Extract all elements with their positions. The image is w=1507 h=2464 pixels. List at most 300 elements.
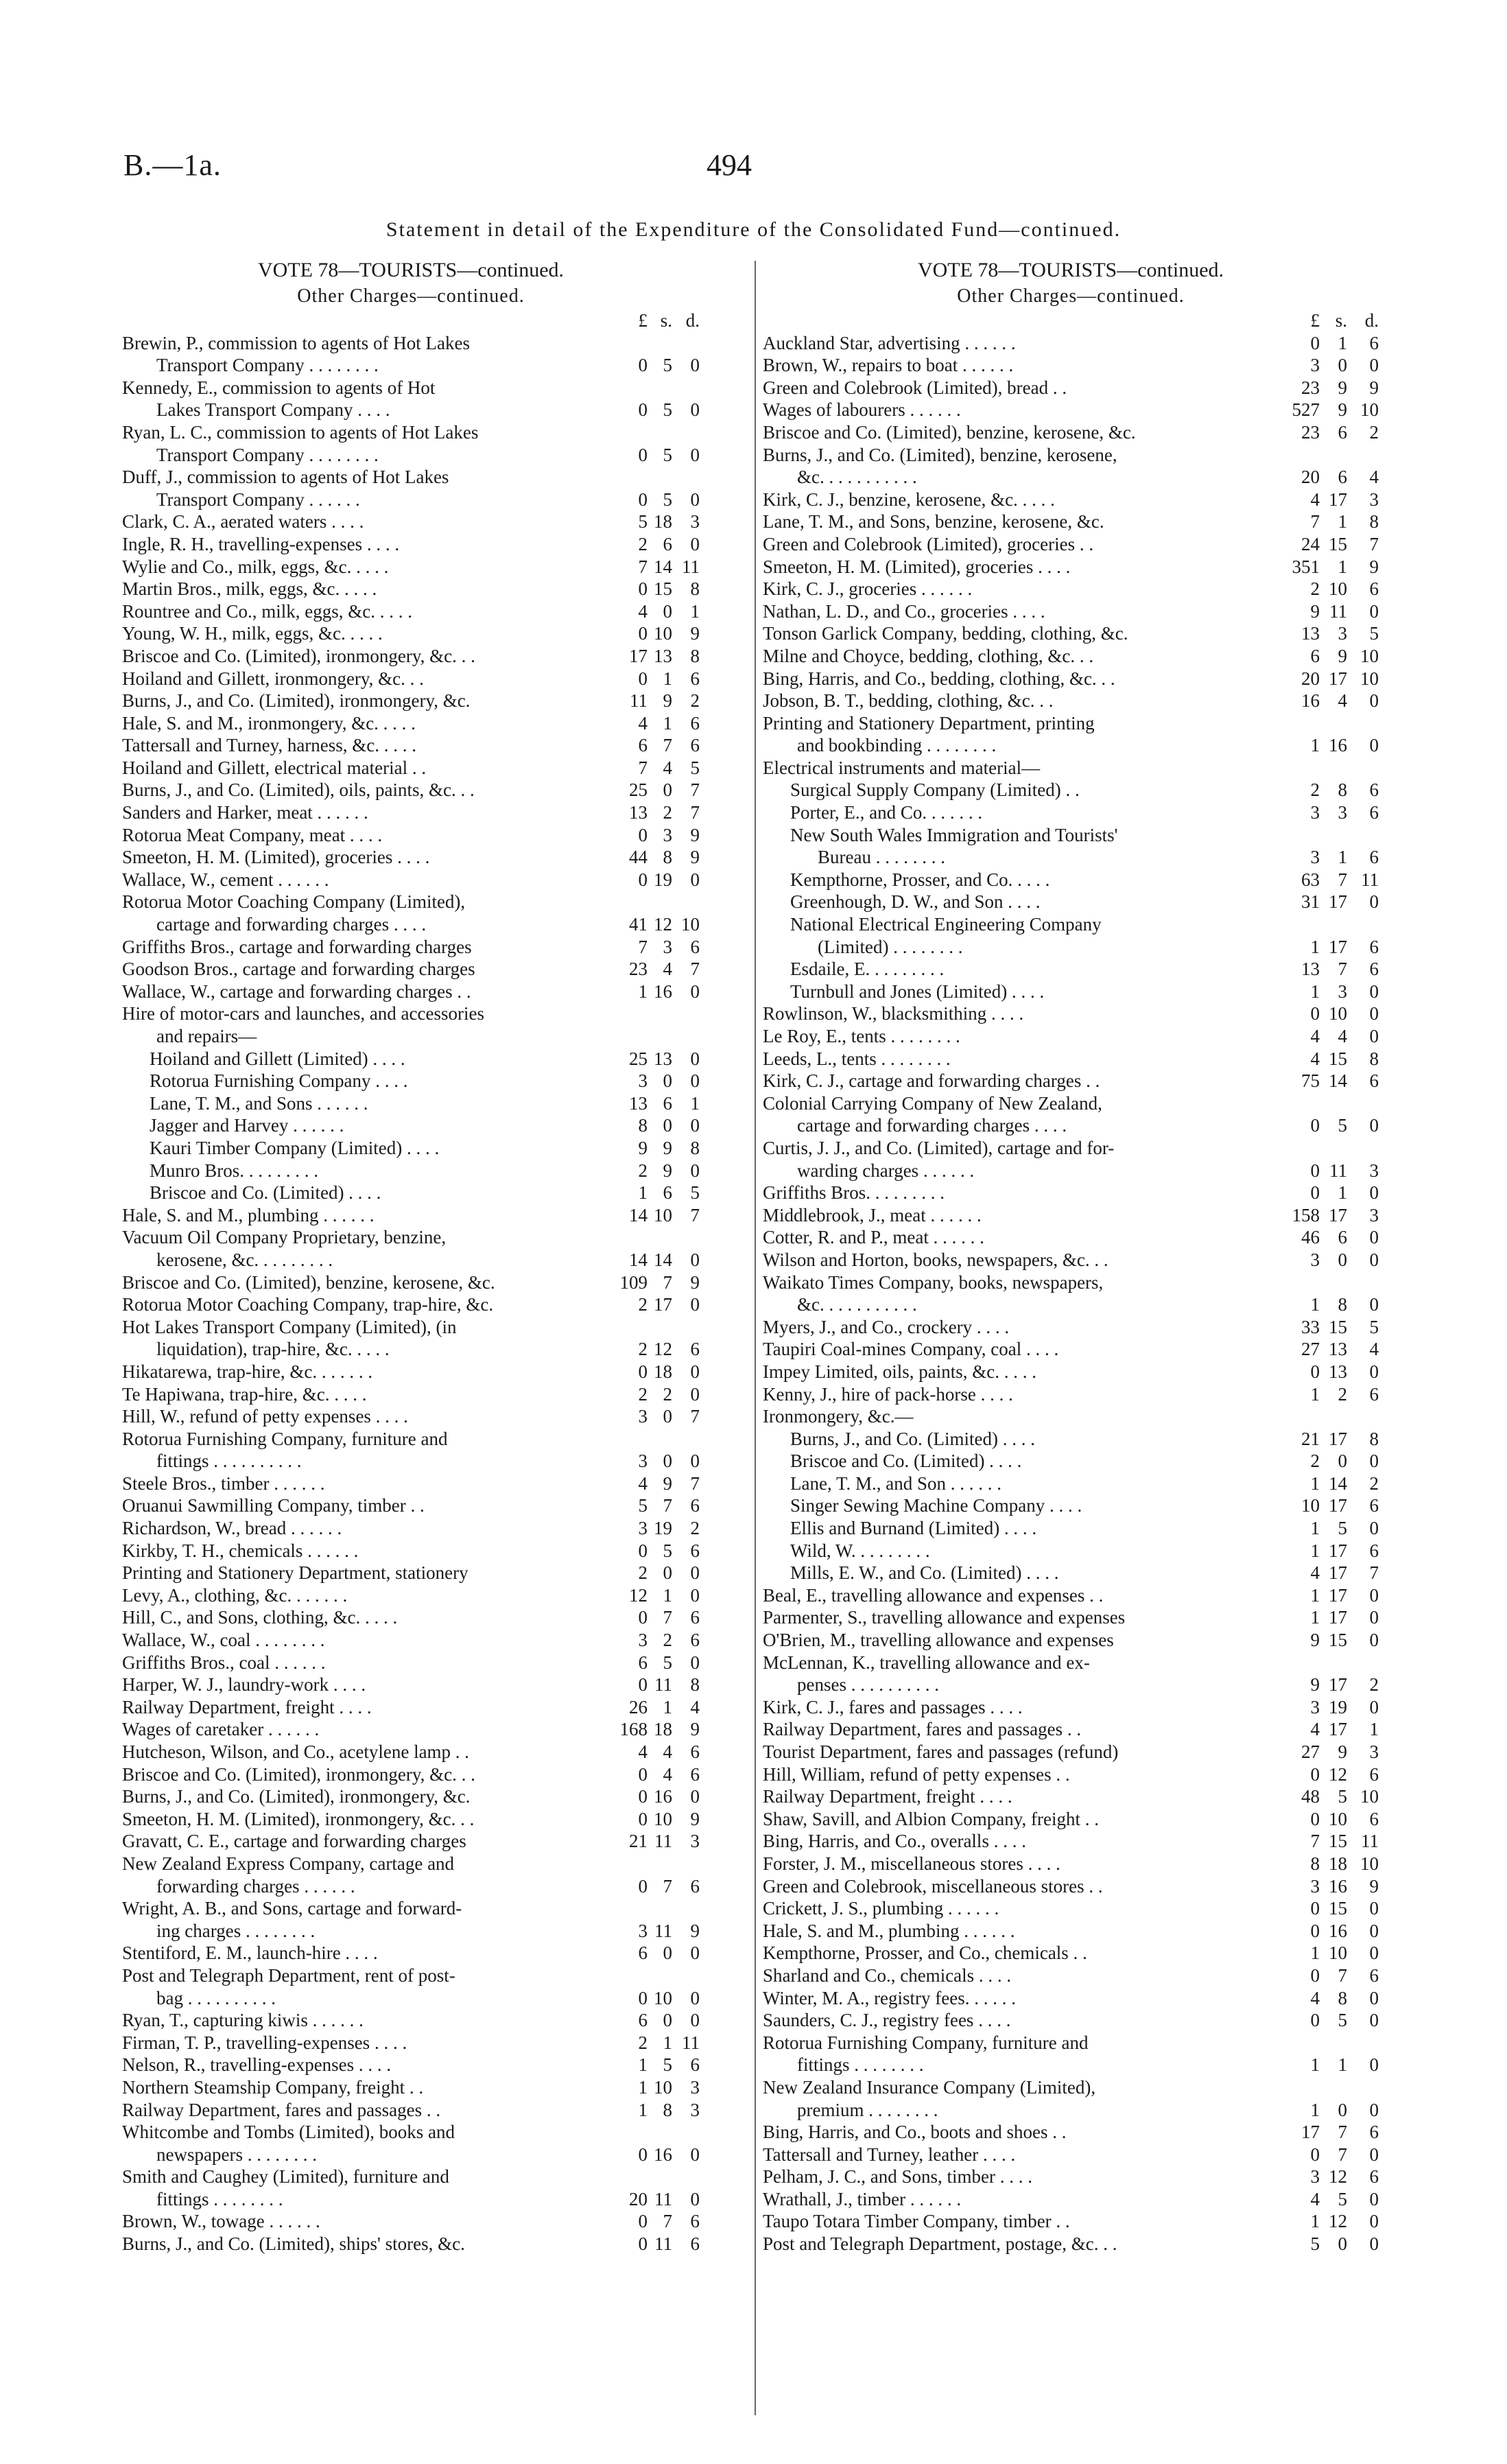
amount-pence: 0 [1369, 1518, 1379, 1539]
expenditure-row [763, 444, 1379, 467]
amount-pence: 7 [690, 1472, 700, 1494]
amount-shillings: 17 [654, 1294, 672, 1315]
expenditure-row [122, 1808, 700, 1831]
payee-description: Singer Sewing Machine Company . . . . [790, 1495, 1082, 1516]
amount-pence: 3 [1369, 489, 1379, 510]
amount-pence: 11 [682, 2032, 700, 2053]
expenditure-row [122, 2233, 700, 2255]
expenditure-row [122, 377, 700, 399]
payee-description: Clark, C. A., aerated waters . . . . [122, 511, 364, 532]
amount-pence: 11 [1361, 1831, 1379, 1852]
right-column [763, 257, 1379, 2255]
amount-pounds: 23 [1301, 377, 1320, 398]
vote-heading: VOTE 78—TOURISTS—continued. [917, 259, 1224, 281]
expenditure-row [763, 2144, 1379, 2166]
amount-pounds: 1 [1310, 2099, 1320, 2120]
amount-shillings: 1 [1338, 1182, 1347, 1204]
expenditure-row [763, 354, 1379, 377]
amount-pounds: 21 [1301, 1428, 1320, 1449]
amount-shillings: 5 [663, 489, 672, 510]
payee-description: Kauri Timber Company (Limited) . . . . [150, 1137, 440, 1158]
payee-description: Nelson, R., travelling-expenses . . . . [122, 2054, 392, 2076]
expenditure-row [763, 1428, 1379, 1451]
amount-pence: 0 [690, 1786, 700, 1807]
expenditure-row [763, 690, 1379, 712]
payee-description: Vacuum Oil Company Proprietary, benzine, [122, 1227, 447, 1248]
payee-description: Rotorua Furnishing Company, furniture and [122, 1428, 448, 1449]
currency-unit: d. [685, 310, 700, 331]
amount-shillings: 0 [1338, 2233, 1347, 2255]
amount-shillings: 11 [1329, 600, 1347, 622]
amount-shillings: 5 [1338, 1518, 1347, 1539]
expenditure-row [763, 1472, 1379, 1495]
amount-pence: 6 [1369, 1495, 1379, 1516]
payee-description: Lane, T. M., and Sons, benzine, kerosene, &c. [763, 511, 1104, 532]
amount-shillings: 17 [1329, 1584, 1347, 1606]
payee-description: Transport Company . . . . . . [156, 489, 360, 510]
expenditure-row [763, 913, 1379, 936]
payee-description: Transport Company . . . . . . . . [156, 355, 379, 376]
payee-description: Kirk, C. J., cartage and forwarding charges . . [763, 1070, 1100, 1092]
other-charges-heading: Other Charges—continued. [297, 285, 525, 307]
amount-shillings: 0 [663, 600, 672, 622]
amount-shillings: 18 [1329, 1853, 1347, 1874]
amount-pence: 0 [690, 1652, 700, 1673]
amount-shillings: 10 [654, 623, 672, 644]
amount-pounds: 4 [1310, 1719, 1320, 1740]
expenditure-row [763, 578, 1379, 600]
amount-shillings: 15 [1329, 1630, 1347, 1651]
expenditure-row [763, 1763, 1379, 1786]
expenditure-row [763, 1741, 1379, 1763]
amount-shillings: 5 [663, 1652, 672, 1673]
payee-description: Tattersall and Turney, leather . . . . [763, 2144, 1016, 2165]
payee-description: Sharland and Co., chemicals . . . . [763, 1964, 1012, 1986]
amount-pence: 9 [1369, 1875, 1379, 1897]
amount-pence: 0 [1369, 735, 1379, 756]
amount-pence: 11 [1361, 869, 1379, 890]
payee-description: Colonial Carrying Company of New Zealand, [763, 1092, 1102, 1114]
expenditure-row [122, 2144, 700, 2166]
currency-unit: d. [1364, 310, 1379, 331]
payee-description: Burns, J., and Co. (Limited), ironmongery, &c. [122, 690, 471, 712]
amount-shillings: 13 [654, 645, 672, 666]
amount-pounds: 7 [638, 556, 648, 577]
amount-pence: 6 [690, 2233, 700, 2255]
amount-shillings: 6 [663, 1092, 672, 1114]
amount-pounds: 1 [1310, 1607, 1320, 1628]
expenditure-row [122, 936, 700, 959]
amount-pence: 6 [1369, 2122, 1379, 2143]
amount-pounds: 1 [1310, 981, 1320, 1002]
amount-pounds: 0 [638, 1763, 648, 1785]
amount-shillings: 17 [1329, 1607, 1347, 1628]
amount-pence: 9 [690, 1808, 700, 1829]
amount-pence: 9 [690, 847, 700, 868]
payee-description: Milne and Choyce, bedding, clothing, &c. . . [763, 645, 1094, 666]
payee-description: Stentiford, E. M., launch-hire . . . . [122, 1943, 378, 1964]
amount-pounds: 0 [638, 1808, 648, 1829]
amount-pounds: 10 [1301, 1495, 1320, 1516]
expenditure-row [763, 1025, 1379, 1048]
amount-pence: 6 [690, 1495, 700, 1516]
amount-shillings: 15 [1329, 1316, 1347, 1337]
amount-pence: 3 [690, 2099, 700, 2120]
amount-pence: 6 [690, 1339, 700, 1360]
amount-shillings: 7 [663, 1607, 672, 1628]
amount-pence: 2 [1369, 421, 1379, 443]
amount-shillings: 11 [1329, 1160, 1347, 1181]
amount-shillings: 7 [663, 2211, 672, 2232]
amount-shillings: 10 [654, 2076, 672, 2098]
amount-pence: 6 [690, 936, 700, 957]
amount-pounds: 3 [638, 1518, 648, 1539]
expenditure-row [763, 2166, 1379, 2188]
amount-shillings: 12 [654, 914, 672, 935]
amount-pounds: 25 [629, 779, 648, 801]
amount-pence: 9 [690, 623, 700, 644]
amount-pence: 6 [1369, 779, 1379, 801]
payee-description: Sanders and Harker, meat . . . . . . [122, 802, 368, 823]
amount-shillings: 14 [654, 556, 672, 577]
expenditure-row [763, 1316, 1379, 1339]
expenditure-row [122, 958, 700, 981]
amount-pounds: 2 [638, 533, 648, 554]
payee-description: Saunders, C. J., registry fees . . . . [763, 2010, 1011, 2031]
expenditure-row [122, 1964, 700, 1987]
expenditure-row [763, 1137, 1379, 1160]
amount-shillings: 9 [663, 1160, 672, 1181]
expenditure-row [122, 1674, 700, 1696]
expenditure-row [122, 1652, 700, 1674]
amount-pounds: 0 [638, 1786, 648, 1807]
amount-shillings: 16 [1329, 735, 1347, 756]
amount-pounds: 20 [1301, 668, 1320, 689]
amount-pence: 0 [1369, 1943, 1379, 1964]
amount-pence: 5 [1369, 623, 1379, 644]
amount-pence: 6 [690, 1741, 700, 1762]
payee-description: Crickett, J. S., plumbing . . . . . . [763, 1898, 999, 1919]
expenditure-row [763, 399, 1379, 421]
amount-pounds: 8 [1310, 1853, 1320, 1874]
payee-description: Wright, A. B., and Sons, cartage and forward- [122, 1898, 462, 1919]
amount-pence: 7 [690, 802, 700, 823]
amount-shillings: 1 [1338, 511, 1347, 532]
column-divider [755, 261, 756, 2415]
amount-pence: 0 [690, 1361, 700, 1382]
expenditure-row [122, 824, 700, 847]
payee-description: Ryan, T., capturing kiwis . . . . . . [122, 2010, 364, 2031]
amount-shillings: 18 [654, 1361, 672, 1382]
amount-shillings: 15 [654, 578, 672, 600]
payee-description: Harper, W. J., laundry-work . . . . [122, 1674, 366, 1696]
amount-pounds: 6 [638, 2010, 648, 2031]
amount-pence: 10 [1360, 645, 1379, 666]
expenditure-row [763, 1696, 1379, 1719]
expenditure-row [122, 556, 700, 578]
amount-pence: 0 [690, 1451, 700, 1472]
payee-description: Wild, W. . . . . . . . . [790, 1540, 930, 1561]
expenditure-row [122, 1316, 700, 1339]
payee-description: Hutcheson, Wilson, and Co., acetylene lamp . . [122, 1741, 470, 1762]
amount-pounds: 44 [629, 847, 648, 868]
payee-description: Rotorua Motor Coaching Company, trap-hire, &c. [122, 1294, 494, 1315]
amount-pounds: 3 [1310, 355, 1320, 376]
amount-shillings: 5 [1338, 1786, 1347, 1807]
amount-pence: 7 [690, 1204, 700, 1225]
payee-description: Greenhough, D. W., and Son . . . . [790, 891, 1041, 913]
payee-description: Levy, A., clothing, &c. . . . . . . [122, 1584, 348, 1606]
amount-pence: 8 [1369, 511, 1379, 532]
amount-pence: 6 [1369, 2166, 1379, 2187]
amount-shillings: 2 [1338, 1383, 1347, 1405]
amount-pounds: 1 [638, 1182, 648, 1204]
payee-description: premium . . . . . . . . [797, 2099, 938, 2120]
expenditure-row [122, 1853, 700, 1875]
expenditure-row [122, 1249, 700, 1271]
amount-shillings: 5 [663, 2054, 672, 2076]
payee-description: warding charges . . . . . . [797, 1160, 975, 1181]
amount-pence: 1 [690, 600, 700, 622]
amount-pence: 9 [690, 1920, 700, 1941]
expenditure-row [763, 1652, 1379, 1674]
amount-pounds: 4 [638, 1472, 648, 1494]
currency-unit: s. [660, 310, 672, 331]
payee-description: Rountree and Co., milk, eggs, &c. . . . . [122, 600, 412, 622]
amount-pence: 6 [690, 1763, 700, 1785]
expenditure-row [763, 466, 1379, 489]
expenditure-row [763, 1830, 1379, 1853]
expenditure-row [763, 1562, 1379, 1584]
expenditure-row [122, 1472, 700, 1495]
expenditure-row [122, 1897, 700, 1920]
amount-pounds: 0 [1310, 1808, 1320, 1829]
amount-pence: 0 [1369, 1003, 1379, 1024]
expenditure-row [763, 2121, 1379, 2144]
expenditure-row [122, 511, 700, 533]
payee-description: Burns, J., and Co. (Limited), benzine, kerosene, [763, 444, 1117, 465]
amount-pence: 3 [690, 511, 700, 532]
amount-pence: 3 [1369, 1160, 1379, 1181]
expenditure-row [763, 1114, 1379, 1137]
amount-pounds: 0 [638, 1875, 648, 1897]
amount-shillings: 1 [663, 1584, 672, 1606]
amount-pence: 0 [1369, 2233, 1379, 2255]
amount-pounds: 6 [638, 735, 648, 756]
amount-shillings: 0 [1338, 1451, 1347, 1472]
payee-description: Lane, T. M., and Sons . . . . . . [150, 1092, 368, 1114]
amount-pence: 0 [1369, 1607, 1379, 1628]
amount-pounds: 20 [629, 2188, 648, 2209]
expenditure-row [122, 1494, 700, 1517]
amount-shillings: 18 [654, 511, 672, 532]
payee-description: Wallace, W., cartage and forwarding charges . . [122, 981, 471, 1002]
expenditure-row [122, 869, 700, 891]
amount-pence: 6 [1369, 847, 1379, 868]
payee-description: Bing, Harris, and Co., overalls . . . . [763, 1831, 1026, 1852]
amount-shillings: 1 [663, 1696, 672, 1717]
amount-shillings: 16 [654, 981, 672, 1002]
amount-shillings: 5 [1338, 1115, 1347, 1136]
amount-pence: 0 [1369, 2054, 1379, 2076]
currency-header [763, 309, 1379, 332]
amount-shillings: 17 [1329, 936, 1347, 957]
payee-description: Pelham, J. C., and Sons, timber . . . . [763, 2166, 1032, 2187]
amount-pounds: 2 [638, 1294, 648, 1315]
amount-pounds: 7 [638, 757, 648, 778]
amount-pence: 2 [1369, 1674, 1379, 1696]
amount-shillings: 4 [663, 959, 672, 980]
amount-pounds: 0 [638, 2144, 648, 2165]
payee-description: Brown, W., towage . . . . . . [122, 2211, 320, 2232]
amount-shillings: 11 [654, 1920, 672, 1941]
payee-description: Rowlinson, W., blacksmithing . . . . [763, 1003, 1024, 1024]
amount-shillings: 15 [1329, 533, 1347, 554]
expenditure-row [763, 332, 1379, 355]
amount-pence: 6 [1369, 1808, 1379, 1829]
amount-pence: 0 [690, 1562, 700, 1584]
payee-description: Burns, J., and Co. (Limited), ironmongery, &c. [122, 1786, 471, 1807]
expenditure-row [122, 1785, 700, 1808]
expenditure-row [763, 1160, 1379, 1182]
amount-pence: 0 [1369, 2099, 1379, 2120]
amount-pounds: 13 [1301, 959, 1320, 980]
payee-description: Hale, S. and M., plumbing . . . . . . [763, 1920, 1015, 1941]
amount-shillings: 11 [654, 2233, 672, 2255]
amount-pounds: 0 [638, 824, 648, 845]
amount-shillings: 5 [663, 399, 672, 421]
expenditure-row [763, 869, 1379, 891]
amount-pounds: 41 [629, 914, 648, 935]
expenditure-row [122, 1002, 700, 1025]
amount-pounds: 5 [638, 511, 648, 532]
amount-pence: 9 [1369, 377, 1379, 398]
expenditure-row [763, 1629, 1379, 1652]
payee-description: Kempthorne, Prosser, and Co. . . . . [790, 869, 1050, 890]
payee-description: Kennedy, E., commission to agents of Hot [122, 377, 436, 398]
payee-description: Whitcombe and Tombs (Limited), books and [122, 2122, 455, 2143]
amount-pence: 9 [1369, 556, 1379, 577]
currency-unit: s. [1335, 310, 1347, 331]
amount-shillings: 0 [663, 1070, 672, 1092]
expenditure-row [763, 824, 1379, 847]
expenditure-row [122, 1830, 700, 1853]
expenditure-row [763, 1785, 1379, 1808]
payee-description: Winter, M. A., registry fees. . . . . . [763, 1987, 1017, 2008]
amount-pounds: 13 [629, 802, 648, 823]
payee-description: Bureau . . . . . . . . [818, 847, 945, 868]
amount-pounds: 2 [638, 1562, 648, 1584]
amount-shillings: 4 [663, 1741, 672, 1762]
amount-pounds: 1 [1310, 1294, 1320, 1315]
payee-description: Forster, J. M., miscellaneous stores . . . . [763, 1853, 1060, 1874]
expenditure-row [763, 1226, 1379, 1249]
expenditure-row [763, 2099, 1379, 2122]
expenditure-row [122, 1718, 700, 1741]
amount-pence: 6 [690, 2211, 700, 2232]
amount-pence: 11 [682, 556, 700, 577]
expenditure-row [763, 1853, 1379, 1875]
payee-description: Burns, J., and Co. (Limited), ships' stores, &c. [122, 2233, 465, 2255]
expenditure-row [763, 1383, 1379, 1406]
amount-pence: 2 [1369, 1472, 1379, 1494]
amount-shillings: 7 [1338, 2144, 1347, 2165]
amount-shillings: 10 [1329, 1943, 1347, 1964]
payee-description: Parmenter, S., travelling allowance and expenses [763, 1607, 1126, 1628]
payee-description: Bing, Harris, and Co., boots and shoes . . [763, 2122, 1067, 2143]
expenditure-row [122, 1987, 700, 2010]
amount-shillings: 0 [1338, 2099, 1347, 2120]
amount-shillings: 7 [663, 1495, 672, 1516]
payee-description: Hale, S. and M., ironmongery, &c. . . . . [122, 712, 416, 734]
amount-pounds: 6 [1310, 645, 1320, 666]
amount-pounds: 13 [629, 1092, 648, 1114]
expenditure-row [122, 690, 700, 712]
payee-description: Mills, E. W., and Co. (Limited) . . . . [790, 1562, 1059, 1584]
amount-pence: 8 [1369, 1428, 1379, 1449]
currency-unit: £ [638, 310, 648, 331]
expenditure-row [763, 421, 1379, 444]
amount-shillings: 12 [1329, 2211, 1347, 2232]
expenditure-row [763, 1092, 1379, 1115]
payee-description: Griffiths Bros., cartage and forwarding charges [122, 936, 472, 957]
amount-pence: 0 [1369, 1294, 1379, 1315]
amount-shillings: 0 [663, 1115, 672, 1136]
expenditure-row [122, 1226, 700, 1249]
payee-description: Northern Steamship Company, freight . . [122, 2076, 424, 2098]
amount-pounds: 20 [1301, 467, 1320, 488]
expenditure-row [122, 332, 700, 355]
payee-description: Kirk, C. J., fares and passages . . . . [763, 1696, 1023, 1717]
amount-pounds: 17 [1301, 2122, 1320, 2143]
expenditure-row [763, 1002, 1379, 1025]
amount-pounds: 0 [1310, 1920, 1320, 1941]
amount-shillings: 7 [1338, 2122, 1347, 2143]
amount-pounds: 3 [1310, 2166, 1320, 2187]
expenditure-row [122, 1361, 700, 1383]
payee-description: Rotorua Furnishing Company, furniture and [763, 2032, 1089, 2053]
payee-description: Richardson, W., bread . . . . . . [122, 1518, 342, 1539]
amount-shillings: 0 [1338, 1249, 1347, 1270]
amount-pence: 0 [690, 1160, 700, 1181]
amount-pounds: 109 [619, 1271, 648, 1293]
currency-unit: £ [1310, 310, 1320, 331]
amount-shillings: 9 [1338, 399, 1347, 421]
amount-pence: 6 [690, 1607, 700, 1628]
amount-pence: 3 [690, 1831, 700, 1852]
expenditure-row [763, 377, 1379, 399]
amount-pence: 0 [690, 869, 700, 890]
expenditure-row [122, 2166, 700, 2188]
expenditure-row [122, 1696, 700, 1719]
amount-pence: 6 [690, 1875, 700, 1897]
amount-pence: 6 [690, 735, 700, 756]
amount-pence: 3 [690, 2076, 700, 2098]
payee-description: fittings . . . . . . . . [156, 2188, 283, 2209]
amount-shillings: 8 [1338, 779, 1347, 801]
amount-pounds: 7 [638, 936, 648, 957]
amount-shillings: 17 [1329, 1495, 1347, 1516]
amount-pence: 6 [1369, 332, 1379, 353]
amount-shillings: 4 [1338, 1026, 1347, 1046]
payee-description: Steele Bros., timber . . . . . . [122, 1472, 325, 1494]
expenditure-row [122, 779, 700, 801]
expenditure-row [122, 734, 700, 757]
amount-shillings: 8 [1338, 1987, 1347, 2008]
payee-description: Rotorua Meat Company, meat . . . . [122, 824, 383, 845]
amount-shillings: 6 [1338, 421, 1347, 443]
expenditure-row [763, 2210, 1379, 2233]
